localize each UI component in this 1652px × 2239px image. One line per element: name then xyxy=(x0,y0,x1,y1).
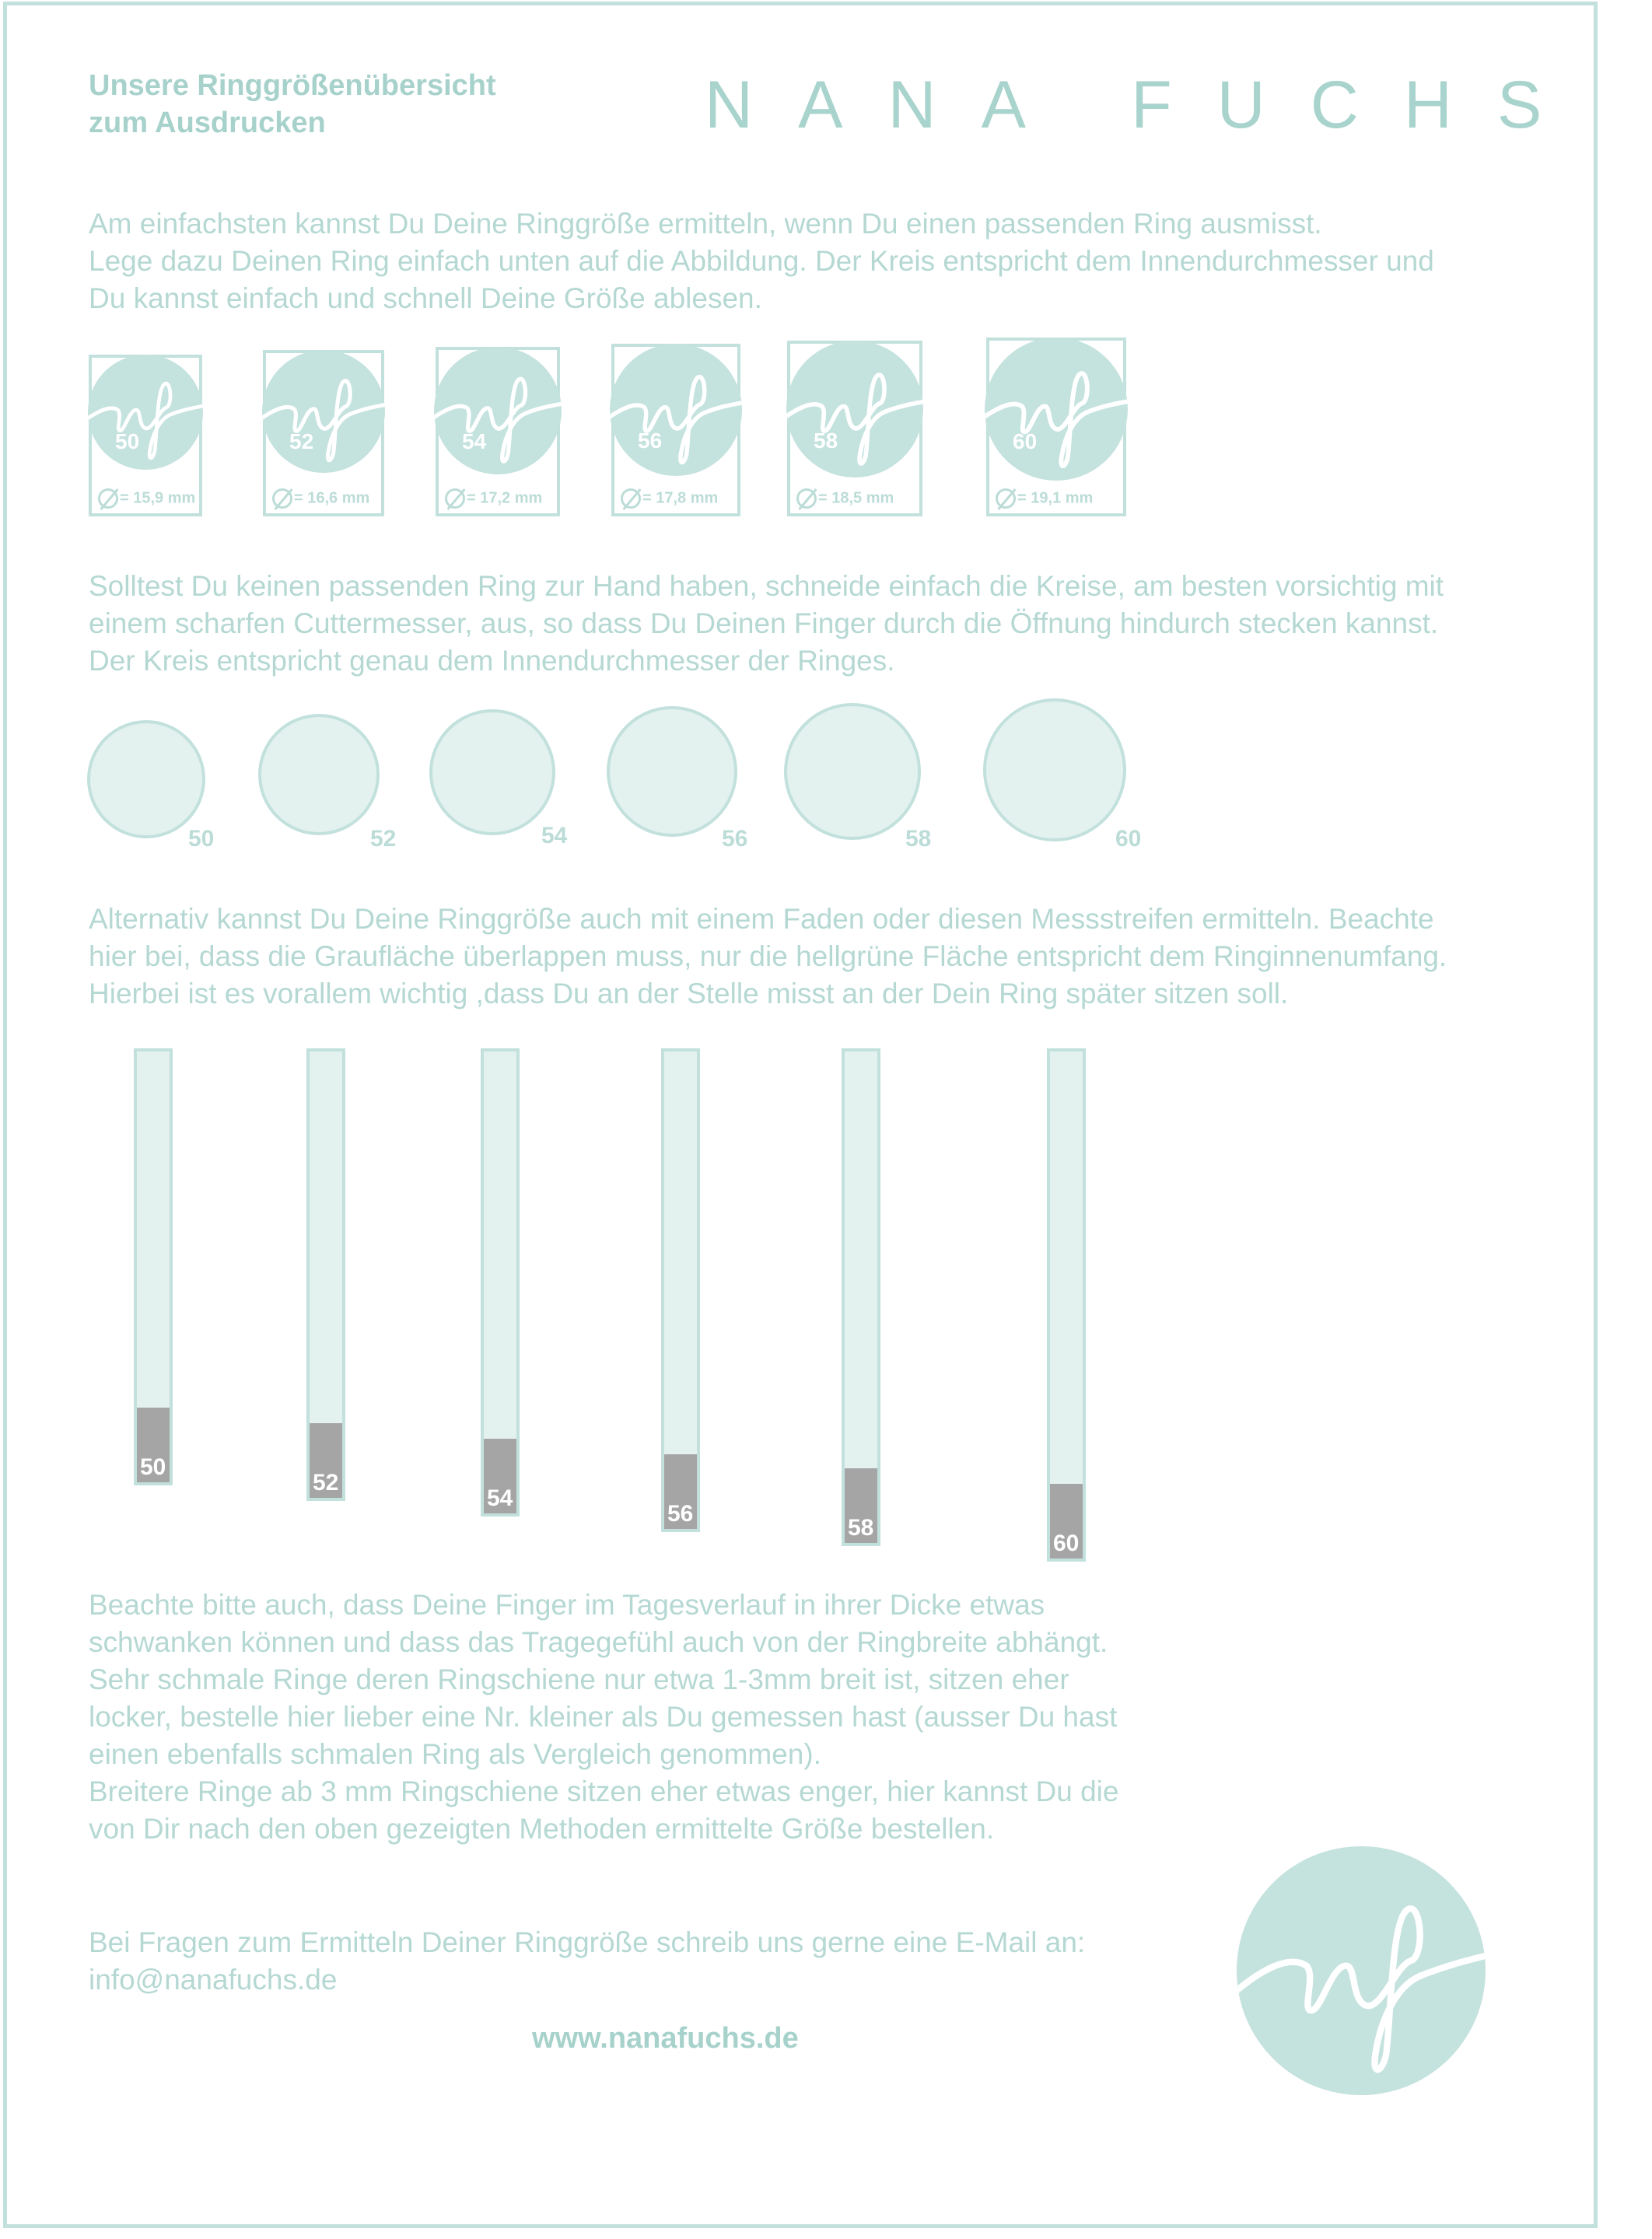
measuring-strip[interactable] xyxy=(306,1048,345,1501)
strip-size-label: 56 xyxy=(667,1501,694,1527)
strip-size-label: 54 xyxy=(487,1485,513,1511)
cut-out-circle-label: 56 xyxy=(722,826,748,852)
diameter-icon xyxy=(272,488,292,509)
card-frame xyxy=(787,341,922,516)
nf-monogram xyxy=(1237,1846,1486,2095)
card-size-label: 50 xyxy=(115,429,140,453)
cut-out-circle-label: 58 xyxy=(905,826,932,852)
card-size-label: 60 xyxy=(1013,429,1038,454)
cut-out-circle-label: 60 xyxy=(1115,826,1142,852)
strip-size-label: 58 xyxy=(848,1515,874,1541)
diameter-icon xyxy=(996,488,1016,509)
card-frame xyxy=(611,344,740,516)
measuring-strip[interactable] xyxy=(842,1048,880,1546)
brand-wordmark: NANA FUCHS xyxy=(705,68,1587,142)
card-size-label: 52 xyxy=(289,429,314,453)
measuring-strip[interactable] xyxy=(661,1048,700,1532)
card-diameter xyxy=(98,488,195,509)
card-diameter xyxy=(996,488,1093,509)
measuring-strip[interactable] xyxy=(134,1048,173,1485)
cut-out-circle[interactable] xyxy=(607,706,737,837)
cut-out-circle[interactable] xyxy=(784,703,921,840)
nf-logo-icon xyxy=(985,338,1128,481)
nf-logo-icon xyxy=(434,347,562,474)
strip-size-label: 50 xyxy=(140,1454,166,1480)
diameter-icon xyxy=(796,488,817,509)
contact-paragraph[interactable]: Bei Fragen zum Ermitteln Deiner Ringgröße schreib uns gerne eine E-Mail an: info@nanafuchs.de xyxy=(89,1926,1086,1996)
card-diameter-value: = 15,9 mm xyxy=(120,489,196,507)
cut-out-circle-label: 52 xyxy=(370,826,397,852)
card-frame xyxy=(436,347,560,516)
nf-logo-icon xyxy=(610,344,742,476)
nf-brand-logo-icon xyxy=(1237,1846,1486,2095)
strip-paragraph: Alternativ kannst Du Deine Ringgröße auch mit einem Faden oder diesen Messstreifen ermitteln. Beachte hier bei, dass die Graufläche überlappen muss, nur die hellgrüne Fläche entspricht dem Ringinnenumfang. Hierbei ist es vorallem wichtig ,dass Du an der Stelle misst an der Dein Ring später sitzen soll. xyxy=(89,903,1447,1009)
nf-logo-icon xyxy=(786,341,923,478)
card-diameter-value: = 16,6 mm xyxy=(294,489,370,507)
cut-out-circle[interactable] xyxy=(983,698,1126,841)
card-frame xyxy=(986,338,1126,516)
nf-logo-icon xyxy=(262,350,385,473)
website-link[interactable]: www.nanafuchs.de xyxy=(532,2022,799,2055)
card-size-label: 54 xyxy=(462,429,487,453)
diameter-icon xyxy=(98,488,118,509)
card-diameter-value: = 19,1 mm xyxy=(1017,489,1094,507)
cut-out-paragraph: Solltest Du keinen passenden Ring zur Hand haben, schneide einfach die Kreise, am besten vorsichtig mit einem scharfen Cuttermesser, aus, so dass Du Deinen Finger durch die Öffnung hindurch stecken kannst. Der Kreis entspricht genau dem Innendurchmesser der Ringes. xyxy=(89,570,1444,677)
card-frame xyxy=(89,355,202,516)
page-title: Unsere Ringgrößenübersicht zum Ausdrucken xyxy=(89,69,496,139)
card-diameter xyxy=(272,488,369,509)
nf-logo-icon xyxy=(88,355,203,470)
measuring-strip[interactable] xyxy=(1047,1048,1086,1562)
cut-out-circle[interactable] xyxy=(87,720,205,838)
diameter-icon xyxy=(621,488,641,509)
cut-out-circle-label: 54 xyxy=(541,823,568,848)
card-diameter-value: = 18,5 mm xyxy=(818,489,894,507)
strip-size-label: 52 xyxy=(313,1470,339,1496)
card-size-label: 58 xyxy=(814,429,838,453)
cut-out-circle-label: 50 xyxy=(188,826,215,852)
card-diameter-value: = 17,2 mm xyxy=(467,489,543,507)
card-diameter xyxy=(445,488,542,509)
card-diameter xyxy=(621,488,718,509)
strip-size-label: 60 xyxy=(1053,1531,1080,1556)
cut-out-circle[interactable] xyxy=(258,714,380,835)
measuring-strip[interactable] xyxy=(481,1048,520,1517)
card-diameter xyxy=(796,488,894,509)
card-diameter-value: = 17,8 mm xyxy=(642,489,719,507)
note-paragraph: Beachte bitte auch, dass Deine Finger im Tagesverlauf in ihrer Dicke etwas schwanken können und dass das Tragegefühl auch von der Ringbreite abhängt. Sehr schmale Ringe deren Ringschiene nur etwa 1-3mm breit ist, sitzen eher locker, bestelle hier lieber eine Nr. kleiner als Du gemessen hast (ausser Du hast einen ebenfalls schmalen Ring als Vergleich genommen). Breitere Ringe ab 3 mm Ringschiene sitzen eher etwas enger, hier kannst Du die von Dir nach den oben gezeigten Methoden ermittelte Größe bestellen. xyxy=(89,1589,1119,1845)
intro-paragraph: Am einfachsten kannst Du Deine Ringgröße ermitteln, wenn Du einen passenden Ring ausmisst. Lege dazu Deinen Ring einfach unten auf die Abbildung. Der Kreis entspricht dem Innendurchmesser und Du kannst einfach und schnell Deine Größe ablesen. xyxy=(89,208,1434,314)
card-frame xyxy=(263,350,384,516)
diameter-icon xyxy=(445,488,465,509)
cut-out-circle[interactable] xyxy=(429,709,555,835)
card-size-label: 56 xyxy=(638,429,663,453)
